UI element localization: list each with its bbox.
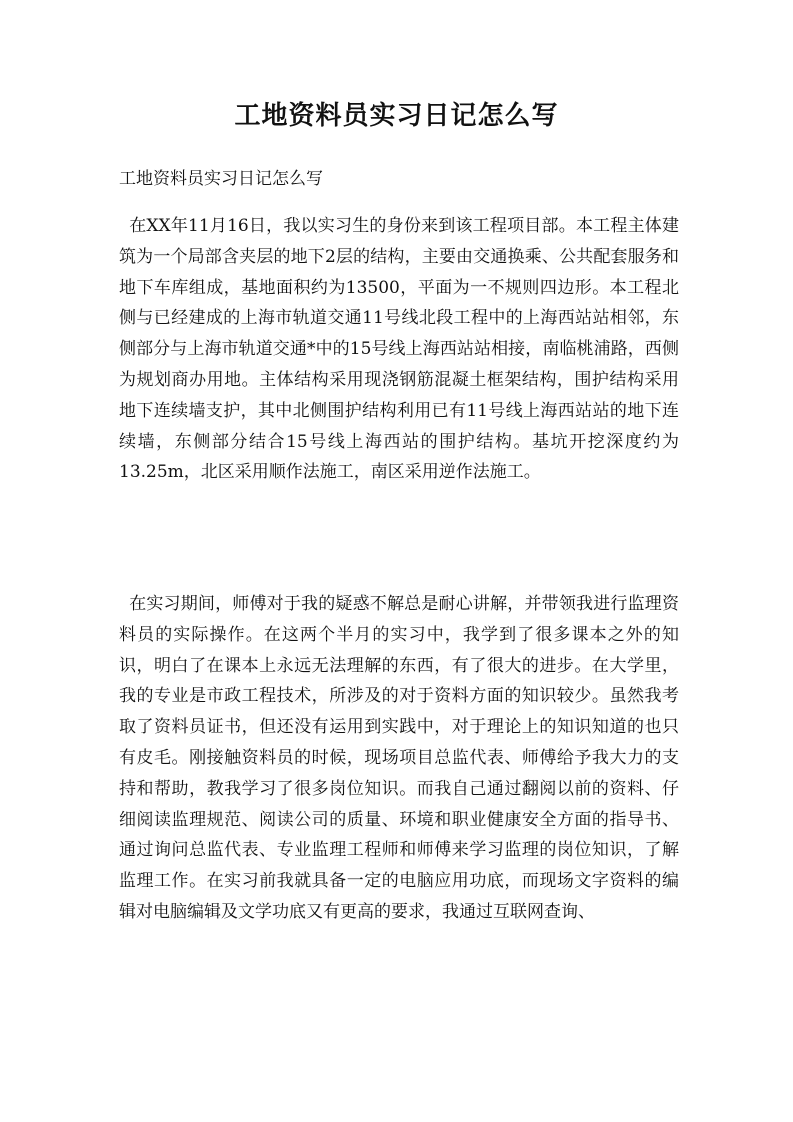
paragraph-2: 在实习期间，师傅对于我的疑惑不解总是耐心讲解，并带领我进行监理资料员的实际操作。在这两个半月的实习中，我学到了很多课本之外的知识，明白了在课本上永远无法理解的东西，有了很大的进步。在大学里，我的专业是市政工程技术，所涉及的对于资料方面的知识较少。虽然我考取了资料员证书，但还没有运用到实践中，对于理论上的知识知道的也只有皮毛。刚接触资料员的时候，现场项目总监代表、师傅给予我大力的支持和帮助，教我学习了很多岗位知识。而我自己通过翻阅以前的资料、仔细阅读监理规范、阅读公司的质量、环境和职业健康安全方面的指导书、通过询问总监代表、专业监理工程师和师傅来学习监理的岗位知识，了解监理工作。在实习前我就具备一定的电脑应用功底，而现场文字资料的编辑对电脑编辑及文学功底又有更高的要求，我通过互联网查询、 xyxy=(119,594,679,922)
paragraph-1: 在XX年11月16日，我以实习生的身份来到该工程项目部。本工程主体建筑为一个局部含夹层的地下2层的结构，主要由交通换乘、公共配套服务和地下车库组成，基地面积约为13500，平面为一不规则四边形。本工程北侧与已经建成的上海市轨道交通11号线北段工程中的上海西站站相邻，东侧部分与上海市轨道交通*中的15号线上海西站站相接，南临桃浦路，西侧为规划商办用地。主体结构采用现浇钢筋混凝土框架结构，围护结构采用地下连续墙支护，其中北侧围护结构利用已有11号线上海西站站的地下连续墙，东侧部分结合15号线上海西站的围护结构。基坑开挖深度约为13.25m，北区采用顺作法施工，南区采用逆作法施工。 xyxy=(119,216,679,483)
document-subtitle: 工地资料员实习日记怎么写 xyxy=(119,169,323,189)
document-title: 工地资料员实习日记怎么写 xyxy=(234,101,559,131)
